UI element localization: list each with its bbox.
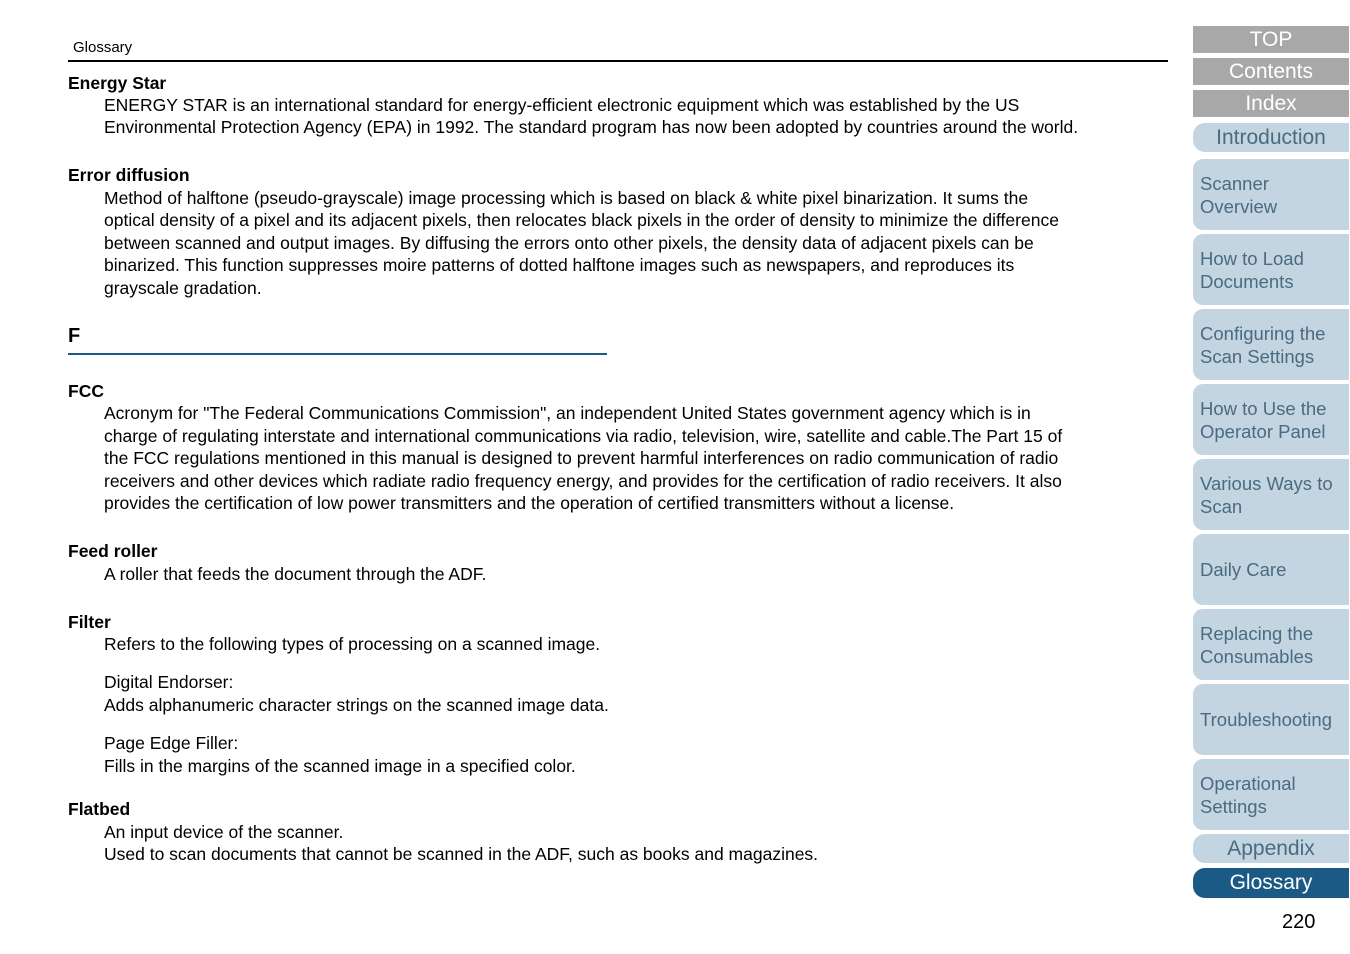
tab-label: Scan <box>1200 495 1243 517</box>
tab-label: Various Ways to <box>1200 472 1333 494</box>
tab-label: Configuring the <box>1200 322 1326 344</box>
tab-various-ways-to-scan[interactable] <box>1193 459 1349 530</box>
header-rule <box>68 60 1168 62</box>
definition-line: Refers to the following types of processing on a scanned image. <box>104 634 601 654</box>
letter-heading-rule <box>68 353 607 355</box>
tab-label: Consumables <box>1200 645 1314 667</box>
tab-daily-care[interactable] <box>1193 534 1349 605</box>
definition-line: charge of regulating interstate and international communications via radio, television, wire, satellite and cable.The Part 15 of <box>104 426 1063 446</box>
tab-label: Operational <box>1200 772 1296 794</box>
tab-label: Troubleshooting <box>1200 709 1332 730</box>
tab-label: How to Use the <box>1200 397 1327 419</box>
tab-operator-panel[interactable] <box>1193 384 1349 455</box>
tab-appendix[interactable]: Appendix <box>1193 834 1349 863</box>
tab-configuring-scan-settings[interactable] <box>1193 309 1349 380</box>
definition-line: Used to scan documents that cannot be scanned in the ADF, such as books and magazines. <box>104 844 819 864</box>
letter-heading: F <box>68 325 81 347</box>
section-header: Glossary <box>73 39 133 56</box>
term-feed-roller: Feed roller <box>68 541 158 561</box>
term-energy-star: Energy Star <box>68 73 167 93</box>
top-button[interactable]: TOP <box>1193 26 1349 53</box>
term-flatbed: Flatbed <box>68 799 131 819</box>
tab-how-to-load-documents[interactable] <box>1193 234 1349 305</box>
definition-line: Method of halftone (pseudo-grayscale) image processing which is based on black & white pixel binarization. It sums the <box>104 188 1029 208</box>
tab-label: Operator Panel <box>1200 420 1326 442</box>
definition-line: Environmental Protection Agency (EPA) in 1992. The standard program has now been adopted by countries around the world. <box>104 117 1079 137</box>
definition-line: grayscale gradation. <box>104 278 262 298</box>
definition-line: An input device of the scanner. <box>104 822 344 842</box>
index-button[interactable]: Index <box>1193 90 1349 117</box>
definition-line: Fills in the margins of the scanned image in a specified color. <box>104 756 576 776</box>
tab-replacing-consumables[interactable] <box>1193 609 1349 680</box>
definition-line: optical density of a pixel and its adjacent pixels, then relocates black pixels in the order of density to minimize the difference <box>104 210 1059 230</box>
definition-line: the FCC regulations mentioned in this manual is designed to prevent harmful interferences on radio communication of radio <box>104 448 1059 468</box>
tab-label: Daily Care <box>1200 559 1287 580</box>
tab-label: Scanner <box>1200 172 1269 194</box>
definition-line: binarized. This function suppresses moire patterns of dotted halftone images such as newspapers, and reproduces its <box>104 255 1015 275</box>
tab-label: Overview <box>1200 195 1278 217</box>
tab-label: How to Load <box>1200 247 1304 269</box>
definition-subterm: Page Edge Filler: <box>104 733 239 753</box>
term-fcc: FCC <box>68 381 104 401</box>
page-number: 220 <box>1282 911 1316 933</box>
definition-line: between scanned and output images. By diffusing the errors onto other pixels, the density data of adjacent pixels can be <box>104 233 1034 253</box>
tab-label: Settings <box>1200 795 1267 817</box>
definition-line: Adds alphanumeric character strings on the scanned image data. <box>104 695 609 715</box>
definition-line: receivers and other devices which radiate radio frequency energy, and provides for the certification of radio receivers. It also <box>104 471 1062 491</box>
definition-subterm: Digital Endorser: <box>104 672 234 692</box>
term-filter: Filter <box>68 612 111 632</box>
tab-label: Scan Settings <box>1200 345 1315 367</box>
tab-troubleshooting[interactable] <box>1193 684 1349 755</box>
tab-glossary[interactable]: Glossary <box>1193 868 1349 898</box>
contents-button[interactable]: Contents <box>1193 58 1349 85</box>
definition-line: A roller that feeds the document through the ADF. <box>104 564 487 584</box>
definition-line: provides the certification of low power transmitters and the operation of certified transmitters without a license. <box>104 493 955 513</box>
definition-line: ENERGY STAR is an international standard for energy-efficient electronic equipment which was established by the US <box>104 95 1020 115</box>
tab-scanner-overview[interactable] <box>1193 159 1349 230</box>
tab-label: Documents <box>1200 270 1294 292</box>
tab-label: Replacing the <box>1200 622 1314 644</box>
tab-introduction[interactable]: Introduction <box>1193 123 1349 152</box>
term-error-diffusion: Error diffusion <box>68 165 190 185</box>
definition-line: Acronym for "The Federal Communications Commission", an independent United States government agency which is in <box>104 403 1031 423</box>
tab-operational-settings[interactable] <box>1193 759 1349 830</box>
